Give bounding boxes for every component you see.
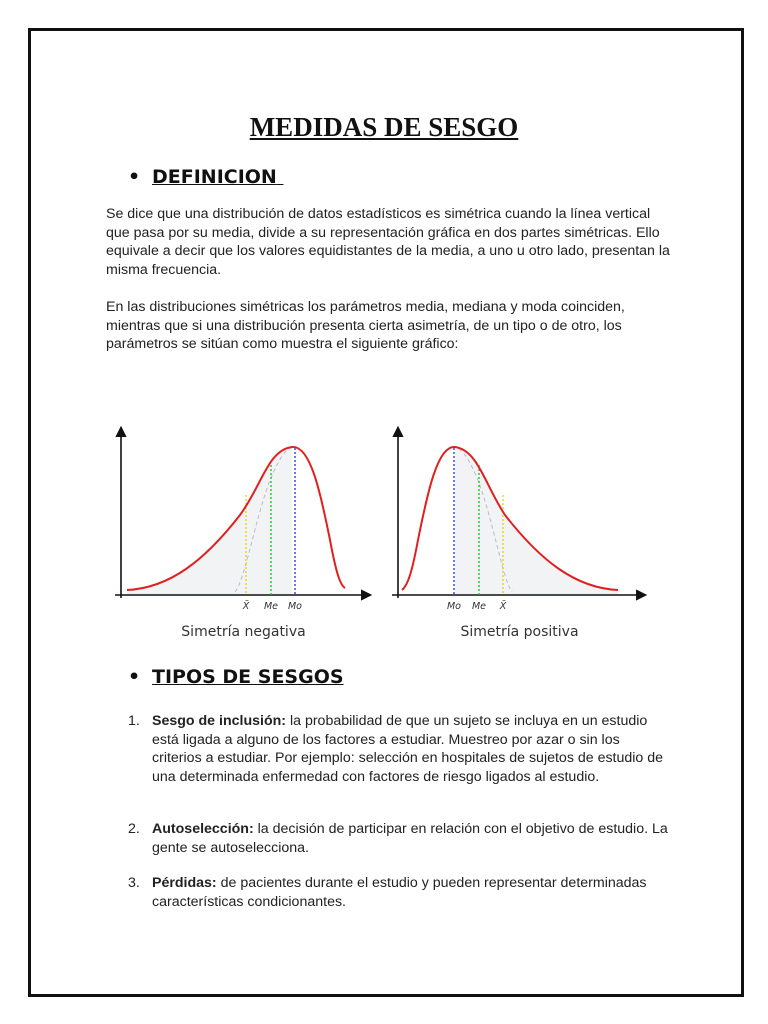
list-text: la probabilidad de que un sujeto se incluya en un estudio está ligada a alguno de los factores a estudiar. Muestreo por azar o sin los criterios a estudiar. Por ejemplo: selección en hospitales de sujetos de estudio de una determinada enfermedad con factores de riesgo ligados al estudio. xyxy=(152,713,664,785)
marker-label: Me xyxy=(471,601,487,612)
list-text: de pacientes durante el estudio y pueden representar determinadas características condicionantes. xyxy=(152,875,647,910)
list-text: la decisión de participar en relación con el objetivo de estudio. La gente se autoselecciona. xyxy=(152,821,668,856)
bullet-icon: • xyxy=(128,166,141,188)
list-term: Autoselección: xyxy=(152,821,254,837)
types-heading-text: TIPOS DE SESGOS xyxy=(152,666,344,688)
bullet-icon: • xyxy=(128,666,141,688)
marker-label: Me xyxy=(263,601,279,612)
page-title: MEDIDAS DE SESGO xyxy=(249,112,519,142)
panel-caption: Simetría positiva xyxy=(460,624,579,640)
marker-label: X̄ xyxy=(242,601,250,612)
list-number: 1. xyxy=(128,713,140,729)
list-number: 2. xyxy=(128,821,140,837)
definition-paragraph-1: Se dice que una distribución de datos estadísticos es simétrica cuando la línea vertical que pasa por su media, divide a su representación gráfica en dos partes simétricas. Ello equivale a decir que los valores equidistantes de la media, a uno u otro lado, presentan la misma frecuencia. xyxy=(106,206,670,278)
marker-label: X̄ xyxy=(499,601,507,612)
negative-skew-panel xyxy=(115,428,370,640)
list-number: 3. xyxy=(128,875,140,891)
list-term: Sesgo de inclusión: xyxy=(152,713,287,729)
panel-caption: Simetría negativa xyxy=(181,624,306,640)
list-term: Pérdidas: xyxy=(152,875,217,891)
positive-skew-panel xyxy=(392,428,645,640)
marker-label: Mo xyxy=(287,601,303,612)
definition-paragraph-2: En las distribuciones simétricas los parámetros media, mediana y moda coinciden, mientras que si una distribución presenta cierta asimetría, de un tipo o de otro, los parámetros se sitúan como muestra el siguiente gráfico: xyxy=(106,299,625,353)
types-heading xyxy=(128,666,344,688)
definition-heading-text: DEFINICION xyxy=(152,166,277,188)
marker-label: Mo xyxy=(446,601,462,612)
